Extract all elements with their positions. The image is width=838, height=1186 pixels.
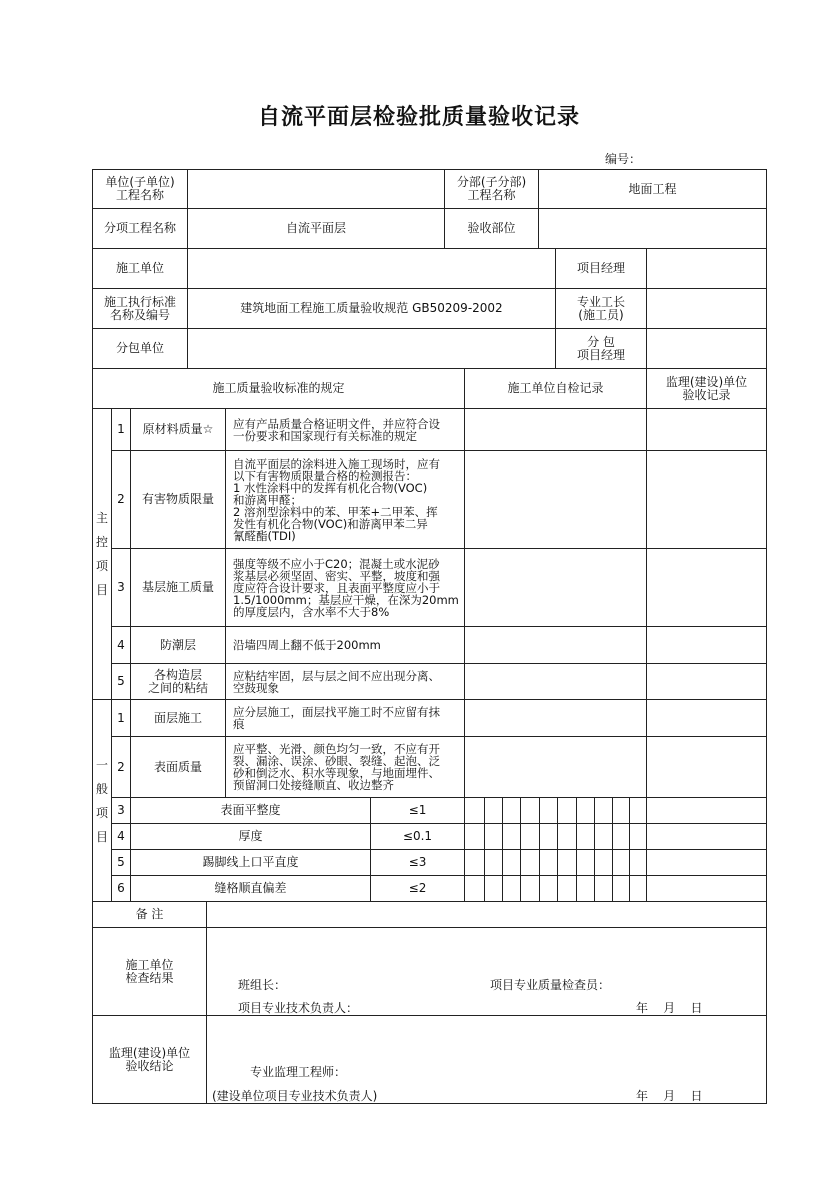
main-item-supervision[interactable] (646, 408, 767, 451)
column-self-check: 施工单位自检记录 (464, 368, 647, 409)
quality-inspector-label: 项目专业质量检查员： (490, 978, 611, 992)
main-control-group: 主 控 项 目 (92, 408, 112, 700)
measurement-cell[interactable] (576, 797, 595, 824)
standard-field[interactable]: 建筑地面工程施工质量验收规范 GB50209-2002 (187, 288, 556, 329)
contractor-result-label: 施工单位 检查结果 (92, 927, 207, 1016)
measurement-cell[interactable] (464, 849, 485, 876)
general-item-no: 2 (111, 736, 131, 798)
project-manager-label: 项目经理 (555, 248, 647, 289)
foreman-label: 专业工长 (施工员) (555, 288, 647, 329)
supervision-result-label: 监理(建设)单位 验收结论 (92, 1015, 207, 1104)
subcontractor-label: 分包单位 (92, 328, 188, 369)
main-item-self-check[interactable] (464, 408, 647, 451)
subitem-name-field[interactable]: 自流平面层 (187, 208, 445, 249)
main-item-name: 基层施工质量 (130, 548, 226, 627)
general-item-no: 6 (111, 875, 131, 902)
measurement-cell[interactable] (557, 823, 577, 850)
measurement-cell[interactable] (629, 849, 647, 876)
measurement-cell[interactable] (520, 875, 540, 902)
general-item-supervision[interactable] (646, 823, 767, 850)
measurement-cell[interactable] (520, 797, 540, 824)
main-item-desc: 应粘结牢固，层与层之间不应出现分离、 空鼓现象 (225, 663, 465, 700)
general-item-desc: 应平整、光滑、颜色均匀一致，不应有开 裂、漏涂、误涂、砂眼、裂缝、起泡、泛 砂和倒泛水、积水等现象，与地面埋件、 预留洞口处接缝顺直、收边整齐 (225, 736, 465, 798)
measurement-cell[interactable] (502, 849, 521, 876)
page-title: 自流平面层检验批质量验收记录 (257, 105, 580, 130)
measurement-cell[interactable] (594, 849, 613, 876)
measurement-cell[interactable] (539, 849, 558, 876)
main-item-supervision[interactable] (646, 663, 767, 700)
general-item-supervision[interactable] (646, 699, 767, 737)
unit-name-field[interactable] (187, 169, 445, 209)
division-name-label: 分部(子分部) 工程名称 (444, 169, 539, 209)
main-item-self-check[interactable] (464, 663, 647, 700)
measurement-cell[interactable] (576, 849, 595, 876)
measurement-cell[interactable] (502, 875, 521, 902)
measurement-cell[interactable] (539, 823, 558, 850)
record-number-label: 编号： (605, 152, 642, 166)
main-item-name: 有害物质限量 (130, 450, 226, 549)
measurement-cell[interactable] (594, 797, 613, 824)
column-standard: 施工质量验收标准的规定 (92, 368, 465, 409)
main-item-no: 3 (111, 548, 131, 627)
owner-tech-lead-label: (建设单位项目专业技术负责人) (212, 1089, 378, 1103)
measurement-cell[interactable] (464, 823, 485, 850)
general-item-supervision[interactable] (646, 875, 767, 902)
main-item-name: 原材料质量☆ (130, 408, 226, 451)
main-item-self-check[interactable] (464, 548, 647, 627)
subitem-name-label: 分项工程名称 (92, 208, 188, 249)
main-item-supervision[interactable] (646, 548, 767, 627)
main-item-desc: 自流平面层的涂料进入施工现场时，应有 以下有害物质限量合格的检测报告： 1 水性涂料中的发挥有机化合物(VOC) 和游离甲醛； 2 溶剂型涂料中的苯、甲苯+二甲苯、挥 发性有机化合物(VOC)和游离甲苯二异 氰醛酯(TDI) (225, 450, 465, 549)
measurement-cell[interactable] (629, 823, 647, 850)
tech-lead-label: 项目专业技术负责人： (238, 1001, 359, 1015)
general-item-no: 4 (111, 823, 131, 850)
main-item-desc: 应有产品质量合格证明文件，并应符合设 一份要求和国家现行有关标准的规定 (225, 408, 465, 451)
general-item-name: 缝格顺直偏差 (130, 875, 371, 902)
main-item-no: 4 (111, 626, 131, 664)
general-item-tolerance: ≤2 (370, 875, 465, 902)
measurement-cell[interactable] (594, 875, 613, 902)
general-item-supervision[interactable] (646, 797, 767, 824)
measurement-cell[interactable] (557, 849, 577, 876)
measurement-cell[interactable] (484, 875, 503, 902)
measurement-cell[interactable] (612, 875, 630, 902)
sub-pm-label: 分 包 项目经理 (555, 328, 647, 369)
foreman-field[interactable] (646, 288, 767, 329)
contractor-field[interactable] (187, 248, 556, 289)
remarks-field[interactable] (206, 901, 767, 928)
measurement-cell[interactable] (539, 875, 558, 902)
main-item-supervision[interactable] (646, 450, 767, 549)
measurement-cell[interactable] (576, 875, 595, 902)
main-item-desc: 强度等级不应小于C20；混凝土或水泥砂 浆基层必须坚固、密实、平整，坡度和强 度应符合设计要求，且表面平整度应小于 1.5/1000mm；基层应干燥，在深为20mm 的厚度层内，含水率不大于8% (225, 548, 465, 627)
general-item-supervision[interactable] (646, 736, 767, 798)
measurement-cell[interactable] (612, 823, 630, 850)
general-item-self-check[interactable] (464, 736, 647, 798)
general-item-name: 表面质量 (130, 736, 226, 798)
main-item-no: 2 (111, 450, 131, 549)
main-item-desc: 沿墙四周上翻不低于200mm (225, 626, 465, 664)
supervision-date: 年 月 日 (636, 1089, 703, 1103)
location-label: 验收部位 (444, 208, 539, 249)
general-item-supervision[interactable] (646, 849, 767, 876)
column-supervision: 监理(建设)单位 验收记录 (646, 368, 767, 409)
general-group: 一 般 项 目 (92, 699, 112, 902)
contractor-date: 年 月 日 (636, 1001, 703, 1015)
remarks-label: 备 注 (92, 901, 207, 928)
measurement-cell[interactable] (576, 823, 595, 850)
division-name-field[interactable]: 地面工程 (538, 169, 767, 209)
supervising-engineer-label: 专业监理工程师： (250, 1065, 347, 1079)
measurement-cell[interactable] (557, 797, 577, 824)
general-item-no: 5 (111, 849, 131, 876)
measurement-cell[interactable] (502, 823, 521, 850)
measurement-cell[interactable] (539, 797, 558, 824)
measurement-cell[interactable] (557, 875, 577, 902)
team-leader-label: 班组长： (238, 978, 287, 992)
measurement-cell[interactable] (520, 849, 540, 876)
measurement-cell[interactable] (520, 823, 540, 850)
general-item-name: 表面平整度 (130, 797, 371, 824)
main-item-no: 5 (111, 663, 131, 700)
unit-name-label: 单位(子单位) 工程名称 (92, 169, 188, 209)
measurement-cell[interactable] (629, 875, 647, 902)
measurement-cell[interactable] (484, 849, 503, 876)
measurement-cell[interactable] (464, 875, 485, 902)
main-item-supervision[interactable] (646, 626, 767, 664)
measurement-cell[interactable] (612, 849, 630, 876)
general-item-tolerance: ≤1 (370, 797, 465, 824)
measurement-cell[interactable] (484, 797, 503, 824)
location-field[interactable] (538, 208, 767, 249)
general-item-name: 面层施工 (130, 699, 226, 737)
measurement-cell[interactable] (629, 797, 647, 824)
measurement-cell[interactable] (502, 797, 521, 824)
contractor-label: 施工单位 (92, 248, 188, 289)
sub-pm-field[interactable] (646, 328, 767, 369)
subcontractor-field[interactable] (187, 328, 556, 369)
measurement-cell[interactable] (484, 823, 503, 850)
general-item-name: 踢脚线上口平直度 (130, 849, 371, 876)
main-item-self-check[interactable] (464, 626, 647, 664)
standard-label: 施工执行标准 名称及编号 (92, 288, 188, 329)
general-item-self-check[interactable] (464, 699, 647, 737)
general-item-tolerance: ≤3 (370, 849, 465, 876)
general-item-desc: 应分层施工，面层找平施工时不应留有抹 痕 (225, 699, 465, 737)
general-item-no: 3 (111, 797, 131, 824)
main-item-name: 防潮层 (130, 626, 226, 664)
main-item-no: 1 (111, 408, 131, 451)
general-item-no: 1 (111, 699, 131, 737)
general-item-name: 厚度 (130, 823, 371, 850)
measurement-cell[interactable] (612, 797, 630, 824)
general-item-tolerance: ≤0.1 (370, 823, 465, 850)
measurement-cell[interactable] (594, 823, 613, 850)
main-item-self-check[interactable] (464, 450, 647, 549)
measurement-cell[interactable] (464, 797, 485, 824)
main-item-name: 各构造层 之间的粘结 (130, 663, 226, 700)
project-manager-field[interactable] (646, 248, 767, 289)
